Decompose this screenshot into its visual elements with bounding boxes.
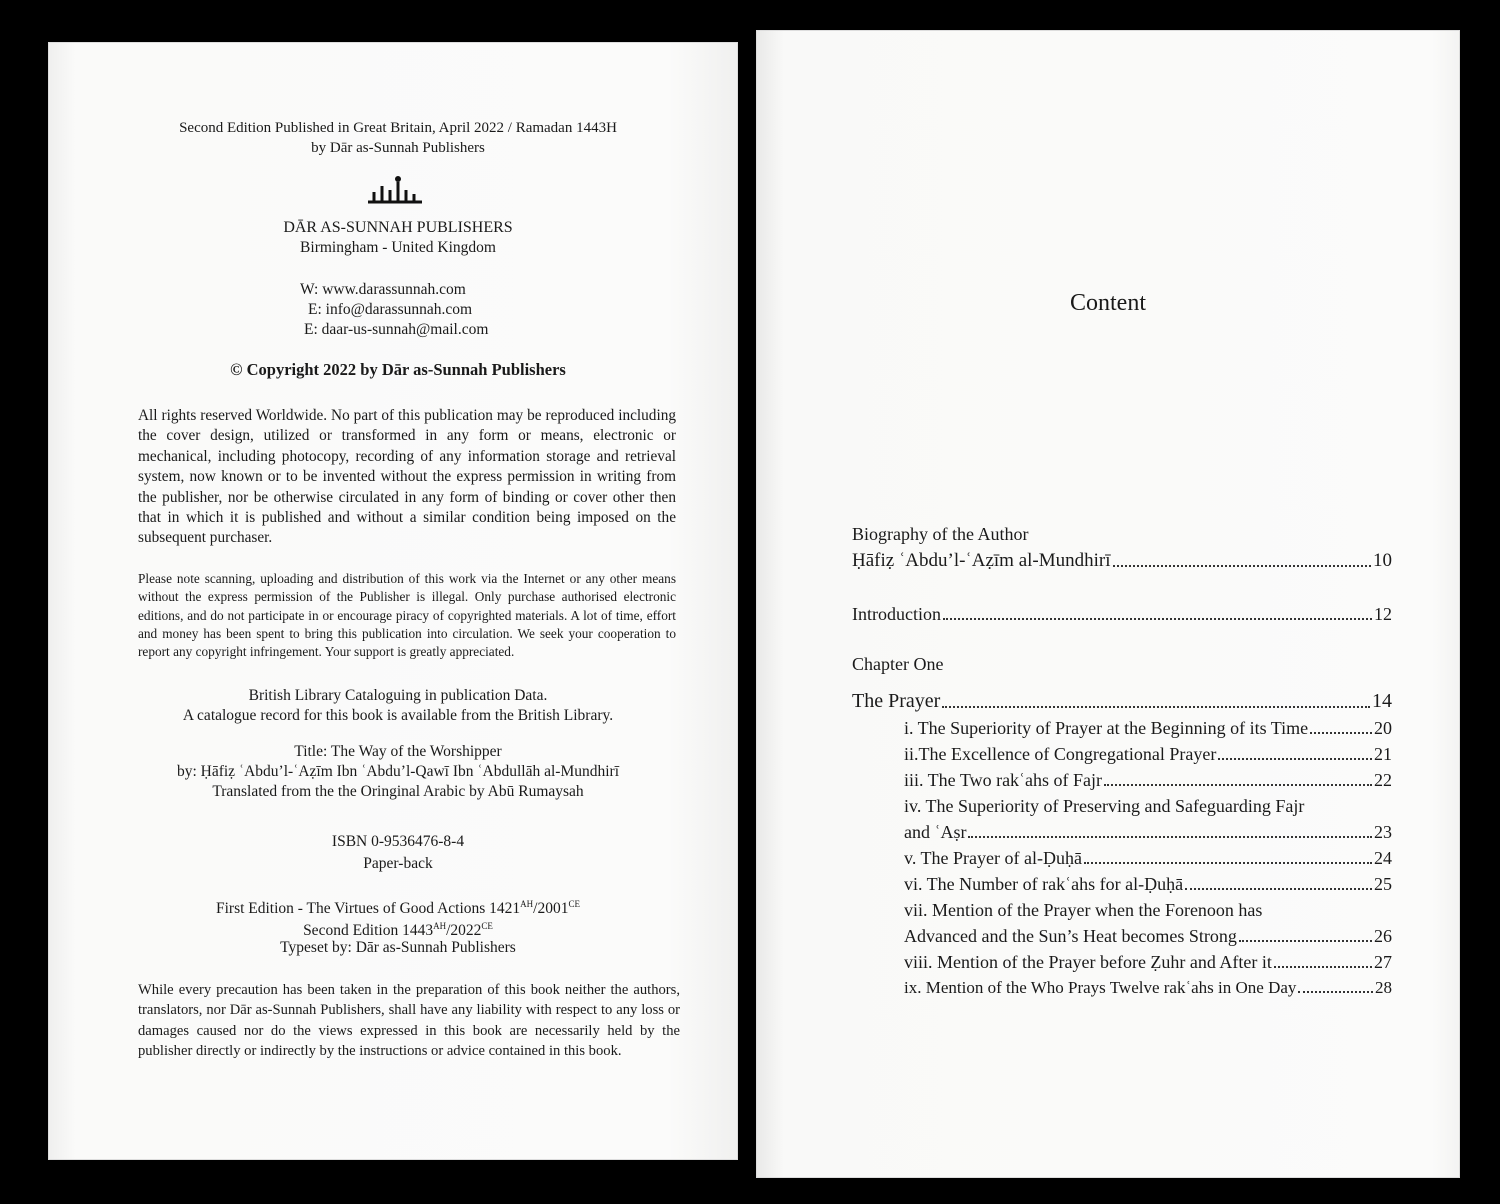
isbn-text: ISBN 0-9536476-8-4 [331,833,465,850]
contents-heading: Content [1070,290,1146,316]
rights-paragraph: All rights reserved Worldwide. No part of this publication may be reproduced including the cover design, utilized or transformed in any form or means, electronic or mechanical, including photocopy, recording of any information storage and retrieval system, now known or to be invented without the express permission in writing from the publisher, nor be otherwise circulated in any form of binding or cover other then that in which it is published and without a similar condition being imposed on the subsequent purchaser. [138,407,676,547]
first-edition-line: First Edition - The Virtues of Good Actions $1421^{AH}/2001^{CE}$ [215,899,580,918]
publisher-name: DĀR AS-SUNNAH PUBLISHERS [283,219,513,236]
website-text: W: www.darassunnah.com [300,281,466,298]
publisher-location: Birmingham - United Kingdom [300,239,496,256]
toc-entry: vii. Mention of the Prayer when the Forenoon has [904,900,1263,920]
format-text: Paper-back [363,855,433,872]
publisher-logo [360,172,430,208]
email-text-2: E: daar-us-sunnah@mail.com [304,321,489,338]
cataloguing-line-2: A catalogue record for this book is available from the British Library. [182,707,614,724]
scanning-paragraph: Please note scanning, uploading and distribution of this work via the Internet or any other means without the express permission of the Publisher is illegal. Only purchase authorised electronic editions, and do not participate in or encourage piracy of copyrighted materials. A lot of time, effort and money has been spent to bring this publication into circulation. We seek your cooperation to report any copyright infringement. Your support is greatly appreciated. [138,571,676,660]
toc-entry: iii. The Two rakʿahs of Fajr 22 [904,770,1392,790]
toc-entry: iv. The Superiority of Preserving and Safeguarding Fajr [904,796,1305,816]
toc-entry: Ḥāfiẓ ʿAbdu’l-ʿAẓīm al-Mundhirī 10 [852,550,1392,571]
edition-line-2: by Dār as-Sunnah Publishers [311,140,485,156]
right-page [756,30,1460,1178]
second-edition-line: Second Edition $1443^{AH}/2022^{CE}$ [303,921,493,940]
toc-entry: i. The Superiority of Prayer at the Beginning of its Time 20 [904,718,1392,738]
disclaimer-paragraph: While every precaution has been taken in the preparation of this book neither the authors, translators, nor Dār as-Sunnah Publishers, shall have any liability with respect to any loss or damages caused nor do the views expressed in this book are necessarily held by the publisher directly or indirectly by the instructions or advice contained in this book. [138,982,680,1060]
book-title-line: Title: The Way of the Worshipper [294,743,502,760]
toc-entry: The Prayer 14 [852,690,1392,712]
copyright-line: © Copyright 2022 by Dār as-Sunnah Publishers [230,360,566,379]
toc-entry: Advanced and the Sun’s Heat becomes Strong 26 [904,926,1392,946]
toc-entry: viii. Mention of the Prayer before Ẓuhr and After it 27 [904,952,1392,972]
toc-entry: Biography of the Author [852,524,1029,544]
toc-entry: Introduction 12 [852,604,1392,624]
cataloguing-line-1: British Library Cataloguing in publication Data. [248,687,548,704]
toc-entry: ii.The Excellence of Congregational Prayer 21 [904,744,1392,764]
email-text-1: E: info@darassunnah.com [308,301,473,318]
toc-entry: vi. The Number of rakʿahs for al-Ḍuḥā 25 [904,874,1392,894]
toc-entry: Chapter One [852,654,944,674]
toc-entry: v. The Prayer of al-Ḍuḥā 24 [904,848,1392,868]
author-line: by: Ḥāfiẓ ʿAbdu’l-ʿAẓīm Ibn ʿAbdu’l-Qawī Ibn ʿAbdullāh al-Mundhirī [176,763,620,780]
edition-line-1: Second Edition Published in Great Britain, April 2022 / Ramadan 1443H [179,120,617,136]
toc-entry: and ʿAṣr 23 [904,822,1392,842]
typeset-line: Typeset by: Dār as-Sunnah Publishers [280,939,516,956]
toc-entry: ix. Mention of the Who Prays Twelve rakʿahs in One Day 28 [904,978,1392,997]
left-page [48,42,738,1160]
translator-line: Translated from the the Oringinal Arabic by Abū Rumaysah [212,783,584,800]
